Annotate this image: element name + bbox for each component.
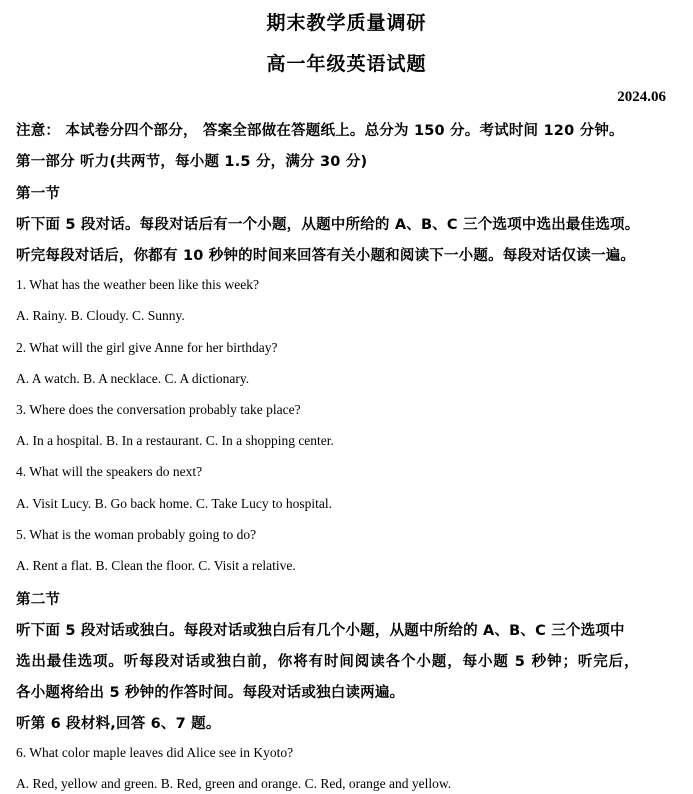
question-6-options: A. Red, yellow and green. B. Red, green and orange. C. Red, orange and yellow. [16,776,452,791]
question-2-options: A. A watch. B. A necklace. C. A dictionary. [16,371,250,386]
material-6-note: 听第 6 段材料,回答 6、7 题。 [16,716,221,732]
question-3-options: A. In a hospital. B. In a restaurant. C. In a shopping center. [16,433,334,448]
question-1-options: A. Rainy. B. Cloudy. C. Sunny. [16,308,185,323]
section2-instruction-line-1: 听下面 5 段对话或独白。每段对话或独白后有几个小题，从题中所给的 A、B、C 三个选项中 [16,623,625,639]
section1-instruction-line-2: 听完每段对话后，你都有 10 秒钟的时间来回答有关小题和阅读下一小题。每段对话仅读一遍。 [16,248,636,264]
question-3: 3. Where does the conversation probably take place? [16,402,301,417]
section2-instruction-line-2: 选出最佳选项。听每段对话或独白前，你将有时间阅读各个小题，每小题 5 秒钟；听完后， [16,654,640,670]
question-4: 4. What will the speakers do next? [16,464,203,479]
exam-title: 期末教学质量调研 [266,12,427,34]
question-2: 2. What will the girl give Anne for her birthday? [16,340,278,355]
question-4-options: A. Visit Lucy. B. Go back home. C. Take Lucy to hospital. [16,496,332,511]
section2-heading: 第二节 [16,592,61,608]
exam-subtitle: 高一年级英语试题 [266,53,427,75]
section1-instruction-line-1: 听下面 5 段对话。每段对话后有一个小题，从题中所给的 A、B、C 三个选项中选出最佳选项。 [16,217,640,233]
section1-heading: 第一节 [16,186,61,202]
question-1: 1. What has the weather been like this week? [16,277,260,292]
question-6: 6. What color maple leaves did Alice see in Kyoto? [16,745,294,760]
question-5-options: A. Rent a flat. B. Clean the floor. C. Visit a relative. [16,558,296,573]
notice-text: 注意： 本试卷分四个部分， 答案全部做在答题纸上。总分为 150 分。考试时间 120 分钟。 [16,123,624,139]
part1-heading: 第一部分 听力(共两节，每小题 1.5 分，满分 30 分) [16,154,368,170]
question-5: 5. What is the woman probably going to do? [16,527,257,542]
exam-date: 2024.06 [617,89,666,105]
section2-instruction-line-3: 各小题将给出 5 秒钟的作答时间。每段对话或独白读两遍。 [16,685,405,701]
